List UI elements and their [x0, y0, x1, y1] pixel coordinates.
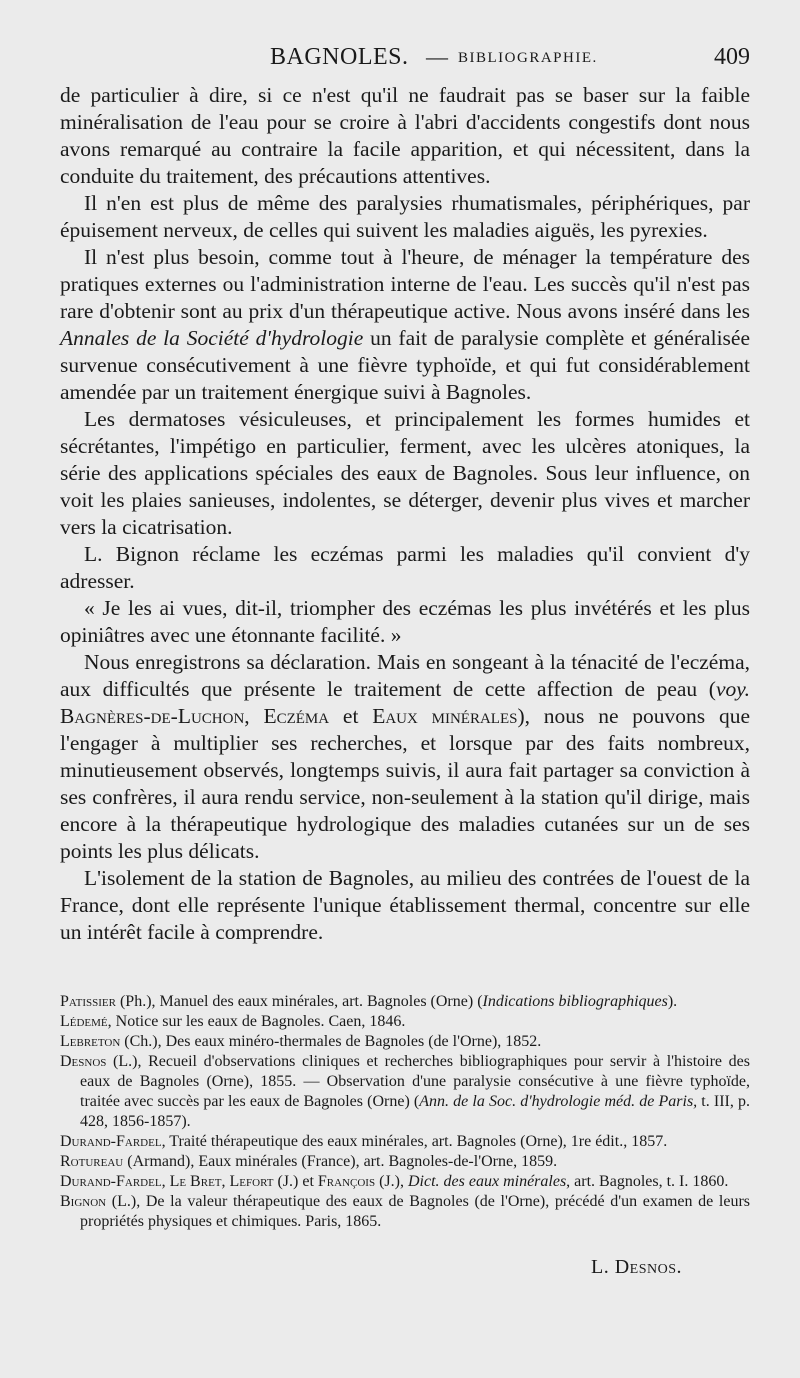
entry-text: (Ph.), Manuel des eaux minérales, art. Bagnoles (Orne) (	[115, 993, 483, 1010]
author-signature: L. Desnos.	[590, 1256, 682, 1278]
entry-text: , Notice sur les eaux de Bagnoles. Caen, 1846.	[107, 1013, 406, 1030]
paragraph-text: Nous enregistrons sa déclaration. Mais en songeant à la ténacité de l'eczéma, aux difficultés que présente le traitement de cette affection de peau (	[60, 650, 750, 701]
paragraph-quote: « Je les ai vues, dit-il, triompher des eczémas les plus invétérés et les plus opiniâtres avec une étonnante facilité. »	[60, 596, 750, 647]
bibliography-entry	[60, 1172, 750, 1192]
author-name: Lefort	[229, 1173, 274, 1190]
bibliography-entry	[60, 1012, 750, 1032]
paragraph-bignon: L. Bignon réclame les eczémas parmi les maladies qu'il convient d'y adresser.	[60, 542, 750, 593]
header-dash: —	[426, 44, 448, 69]
author-name: Lédemé	[60, 1013, 108, 1030]
bibliography-entry	[60, 1052, 750, 1132]
entry-text: (L.), De la valeur thérapeutique des eaux de Bagnoles (de l'Orne), précédé d'un examen de leurs propriétés physiques et chimiques. Paris, 1865.	[80, 1193, 750, 1230]
entry-italic: Dict. des eaux minérales	[407, 1173, 567, 1190]
bibliography-entry	[60, 1192, 750, 1232]
entry-text: (J.),	[375, 1173, 408, 1190]
bibliography-entry	[60, 1132, 750, 1152]
paragraph-paralysies: Il n'en est plus de même des paralysies rhumatismales, périphériques, par épuisement nerveux, de celles qui suivent les maladies aiguës, les pyrexies.	[60, 191, 750, 242]
cross-reference: Eczéma	[263, 704, 330, 728]
paragraph-declaration	[60, 649, 750, 865]
paragraph-text: ), nous ne pouvons que l'engager à multiplier ses recherches, et lorsque par des faits nombreux, minutieusement observés, longtemps suivis, il aura fait partager sa conviction à ses confrères, il aura rendu service, non-seulement à la station qu'il dirige, mais encore à la thérapeutique hydrologique des maladies cutanées sur un de ses points les plus délicats.	[60, 704, 751, 863]
author-name: Patissier	[60, 993, 116, 1010]
entry-text: (Ch.), Des eaux minéro-thermales de Bagnoles (de l'Orne), 1852.	[120, 1033, 542, 1050]
running-header	[60, 44, 750, 78]
main-text	[60, 82, 750, 946]
paragraph-text: Il n'est plus besoin, comme tout à l'heure, de ménager la température des pratiques externes ou l'administration interne de l'eau. Les succès qu'il n'est pas rare d'obtenir sont au prix d'un thérapeutique active. Nous avons inséré dans les	[60, 245, 750, 323]
paragraph-text: et	[329, 704, 373, 728]
cross-reference: Eaux minérales	[372, 704, 518, 728]
author-name: Le Bret	[169, 1173, 222, 1190]
cross-reference: Bagnères-de-Luchon	[60, 704, 245, 728]
paragraph-therapeutique	[60, 244, 750, 406]
author-name: François	[317, 1173, 376, 1190]
author-name: Durand-Fardel	[60, 1173, 162, 1190]
entry-italic: Ann. de la Soc. d'hydrologie méd. de Paris,	[419, 1093, 698, 1110]
entry-text: ).	[667, 993, 678, 1010]
author-name: Desnos	[60, 1053, 107, 1070]
page-number: 409	[714, 44, 750, 70]
header-section: BIBLIOGRAPHIE.	[458, 50, 598, 66]
author-name: Durand-Fardel	[60, 1133, 162, 1150]
entry-italic: Indications bibliographiques	[482, 993, 668, 1010]
author-name: Rotureau	[60, 1153, 124, 1170]
bibliography-entry	[60, 1032, 750, 1052]
voy-abbrev: voy.	[715, 677, 750, 701]
entry-text: (Armand), Eaux minérales (France), art. Bagnoles-de-l'Orne, 1859.	[123, 1153, 558, 1170]
author-name: Lebreton	[60, 1033, 121, 1050]
entry-text: , art. Bagnoles, t. I. 1860.	[566, 1173, 729, 1190]
author-name: Bignon	[60, 1193, 107, 1210]
paragraph-isolement: L'isolement de la station de Bagnoles, au milieu des contrées de l'ouest de la France, dont elle représente l'unique établissement thermal, concentre sur elle un intérêt facile à comprendre.	[60, 866, 750, 944]
bibliography-entry	[60, 992, 750, 1012]
bibliography-entry	[60, 1152, 750, 1172]
entry-text: (L.), Recueil d'observations cliniques et recherches bibliographiques pour servir à l'histoire des eaux de Bagnoles (Orne), 1855. — Observation d'une paralysie consécutive à une fièvre typhoïde, traitée avec succès par les eaux de Bagnoles (Orne) (	[80, 1053, 750, 1110]
entry-text: t. III, p. 428, 1856-1857).	[80, 1093, 750, 1130]
entry-text: , Traité thérapeutique des eaux minérales, art. Bagnoles (Orne), 1re édit., 1857.	[161, 1133, 668, 1150]
header-title: BAGNOLES.	[270, 44, 409, 70]
paragraph-continued: de particulier à dire, si ce n'est qu'il ne faudrait pas se baser sur la faible minéralisation de l'eau pour se croire à l'abri d'accidents congestifs dont nous avons remarqué au contraire la facile apparition, et qui nécessitent, dans la conduite du traitement, des précautions attentives.	[60, 83, 750, 188]
journal-title: Annales de la Société d'hydrologie	[60, 326, 364, 350]
entry-text: ,	[221, 1173, 230, 1190]
bibliography	[60, 992, 750, 1232]
entry-text: (J.) et	[273, 1173, 318, 1190]
entry-text: ,	[161, 1173, 170, 1190]
paragraph-dermatoses: Les dermatoses vésiculeuses, et principalement les formes humides et sécrétantes, l'impétigo en particulier, ferment, avec les ulcères atoniques, la série des applications spéciales des eaux de Bagnoles. Sous leur influence, on voit les plaies sanieuses, indolentes, se déterger, devenir plus vives et marcher vers la cicatrisation.	[60, 407, 750, 539]
paragraph-text: un fait de paralysie complète et généralisée survenue consécutivement à une fièvre typhoïde, et qui fut considérablement amendée par un traitement énergique suivi à Bagnoles.	[60, 326, 750, 404]
paragraph-text: ,	[244, 704, 264, 728]
